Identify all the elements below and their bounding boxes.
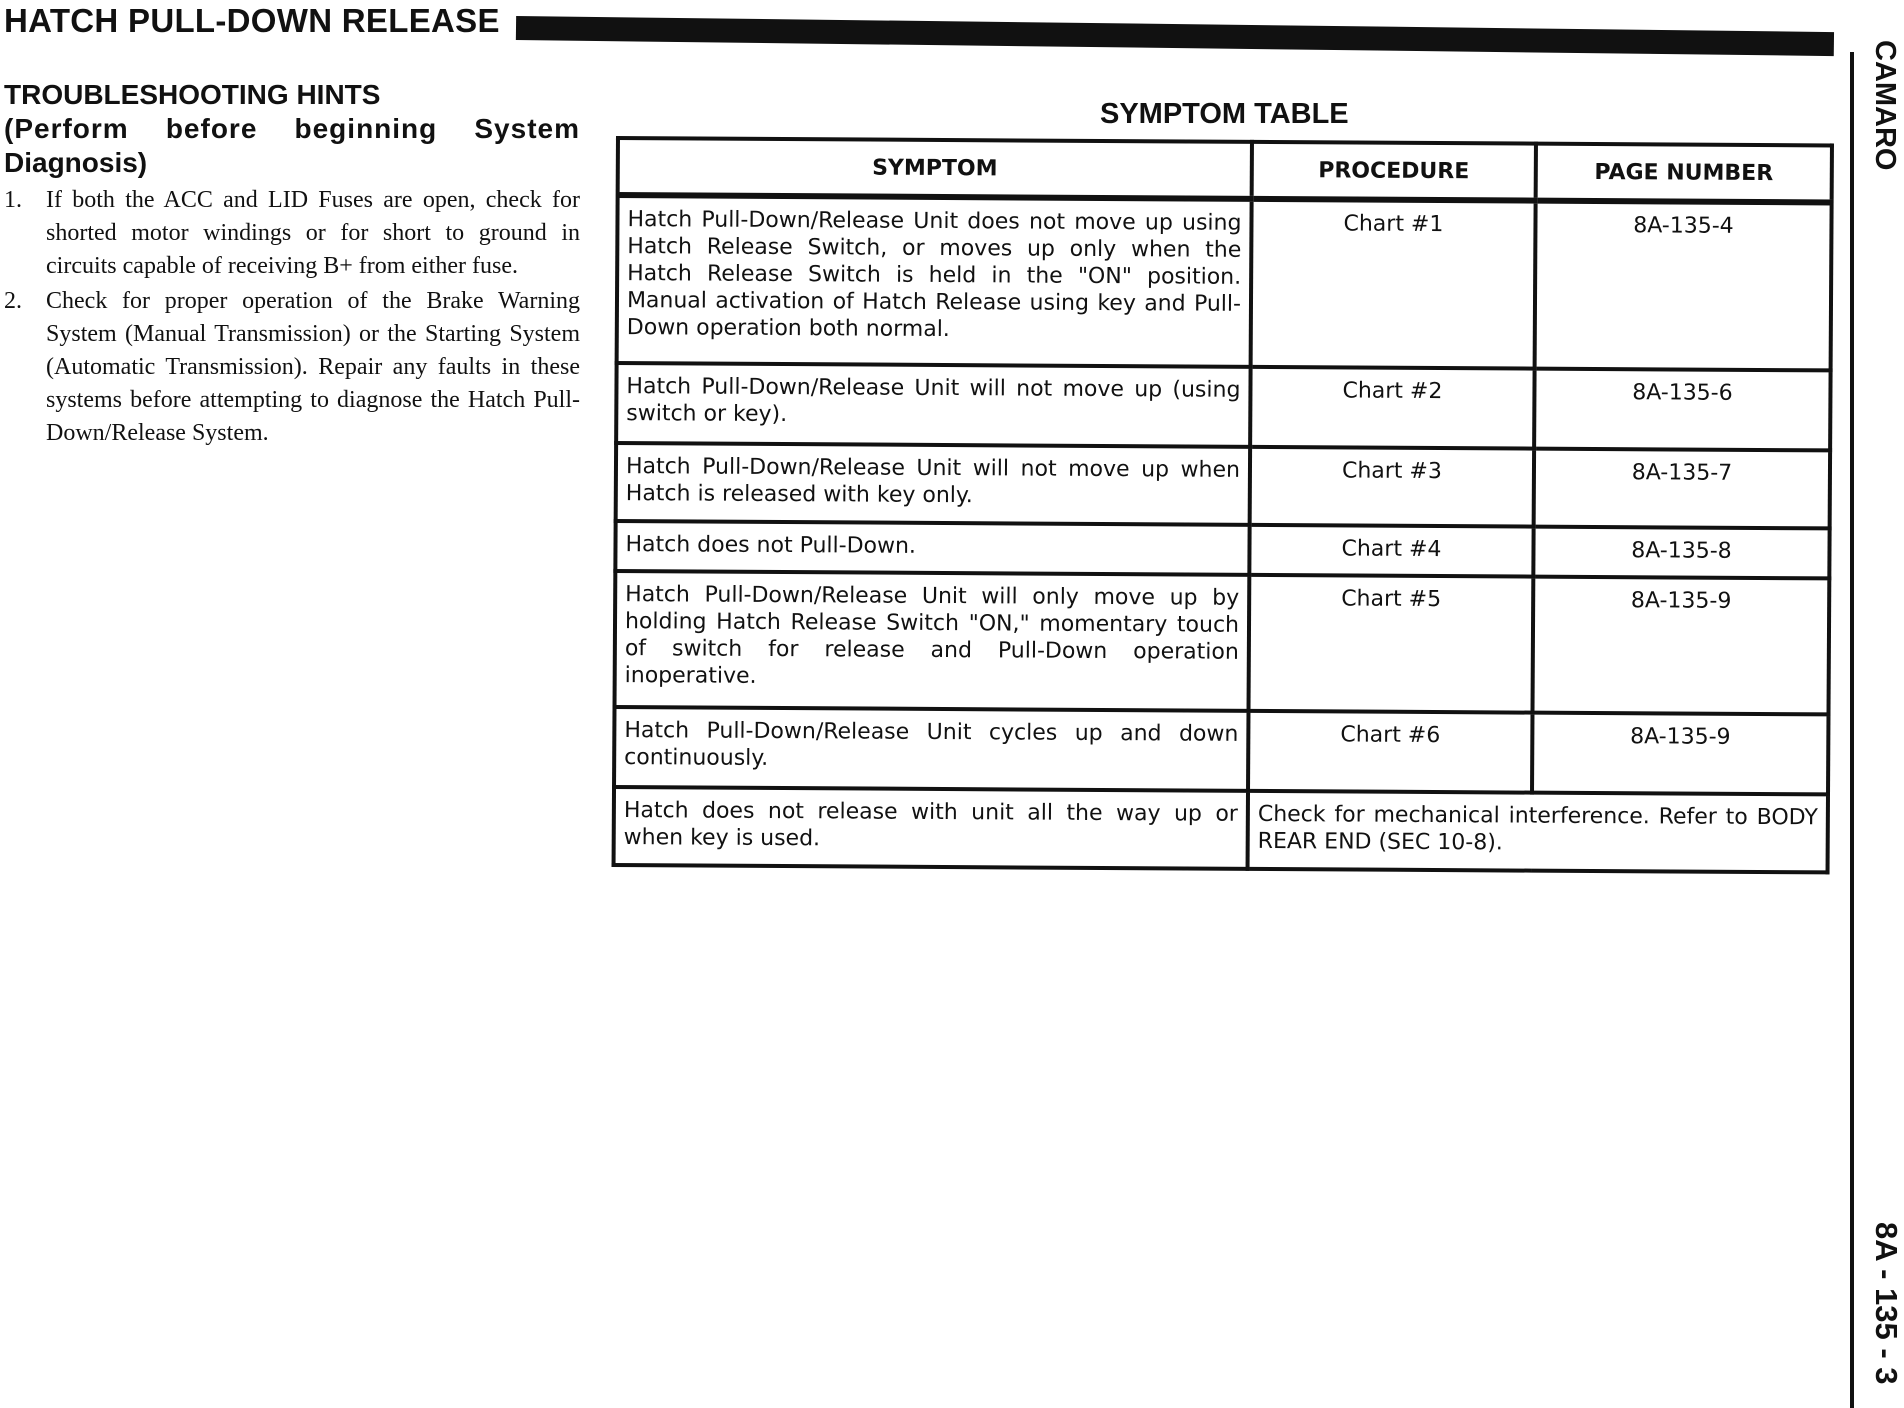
- table-row: [615, 571, 1830, 714]
- title-rule-bar: [516, 16, 1834, 56]
- symptom-table-title: SYMPTOM TABLE: [1100, 98, 1349, 130]
- page-cell: 8A-135-9: [1532, 713, 1828, 795]
- hint-number: 1.: [4, 187, 22, 213]
- page-cell: 8A-135-9: [1532, 577, 1829, 715]
- table-row: [616, 443, 1830, 528]
- symptom-cell: Hatch Pull-Down/Release Unit does not move up using Hatch Release Switch, or moves up only when the Hatch Release Switch is held in the "ON" position. Manual activation of Hatch Release using key and Pull-Down operation both normal.: [617, 195, 1252, 367]
- table-row: [615, 521, 1829, 578]
- symptom-table-wrapper: [612, 136, 1830, 874]
- page-cell: 8A-135-4: [1535, 201, 1832, 371]
- hints-subheading-line1: (Perform before beginning System: [4, 113, 580, 144]
- page-cell: 8A-135-6: [1534, 369, 1830, 451]
- hints-subheading-line2: Diagnosis): [4, 147, 148, 178]
- procedure-cell: Chart #6: [1248, 711, 1532, 793]
- page-title: HATCH PULL-DOWN RELEASE: [4, 2, 500, 39]
- table-row: [614, 787, 1828, 872]
- symptom-cell: Hatch Pull-Down/Release Unit will not move up (using switch or key).: [616, 363, 1250, 447]
- header-page-number: PAGE NUMBER: [1536, 144, 1832, 203]
- header-procedure: PROCEDURE: [1252, 142, 1536, 201]
- mechanical-interference-note: Check for mechanical interference. Refer to BODY REAR END (SEC 10-8).: [1248, 791, 1828, 873]
- page-cell: 8A-135-7: [1534, 449, 1830, 529]
- hint-item-1: [4, 184, 580, 283]
- page-cell: 8A-135-8: [1533, 527, 1829, 579]
- hint-text: If both the ACC and LID Fuses are open, check for shorted motor windings or for short to ground in circuits capable of receiving B+ from either fuse.: [46, 187, 580, 279]
- hints-list: [4, 184, 580, 450]
- symptom-cell: Hatch Pull-Down/Release Unit will not move up when Hatch is released with key only.: [616, 443, 1250, 525]
- procedure-cell: Chart #4: [1249, 525, 1533, 577]
- vehicle-label: CAMARO: [1869, 40, 1901, 171]
- hints-heading-title: TROUBLESHOOTING HINTS: [4, 79, 381, 110]
- symptom-cell: Hatch does not Pull-Down.: [615, 521, 1249, 575]
- procedure-cell: Chart #3: [1250, 447, 1534, 527]
- symptom-cell: Hatch Pull-Down/Release Unit cycles up and down continuously.: [614, 707, 1248, 791]
- side-rule: [1850, 52, 1854, 1408]
- table-row: [616, 363, 1830, 450]
- hint-text: Check for proper operation of the Brake Warning System (Manual Transmission) or the Starting System (Automatic Transmission). Repair any faults in these systems before attempting to diagnose the Hatch Pull-Down/Release System.: [46, 288, 580, 446]
- table-header-row: [618, 138, 1832, 202]
- header-symptom: SYMPTOM: [618, 138, 1252, 199]
- table-row: [614, 707, 1828, 794]
- hint-number: 2.: [4, 288, 22, 314]
- procedure-cell: Chart #5: [1249, 575, 1534, 713]
- table-row: [617, 195, 1832, 370]
- troubleshooting-hints: [4, 78, 580, 452]
- symptom-table: [612, 136, 1834, 874]
- procedure-cell: Chart #2: [1250, 367, 1534, 449]
- symptom-cell: Hatch Pull-Down/Release Unit will only move up by holding Hatch Release Switch "ON," momentary touch of switch for release and Pull-Down operation inoperative.: [615, 571, 1250, 711]
- hints-heading: [4, 78, 580, 180]
- hint-item-2: [4, 285, 580, 450]
- symptom-cell: Hatch does not release with unit all the way up or when key is used.: [614, 787, 1248, 869]
- procedure-cell: Chart #1: [1251, 199, 1536, 369]
- page-number: 8A - 135 - 3: [1869, 1222, 1904, 1385]
